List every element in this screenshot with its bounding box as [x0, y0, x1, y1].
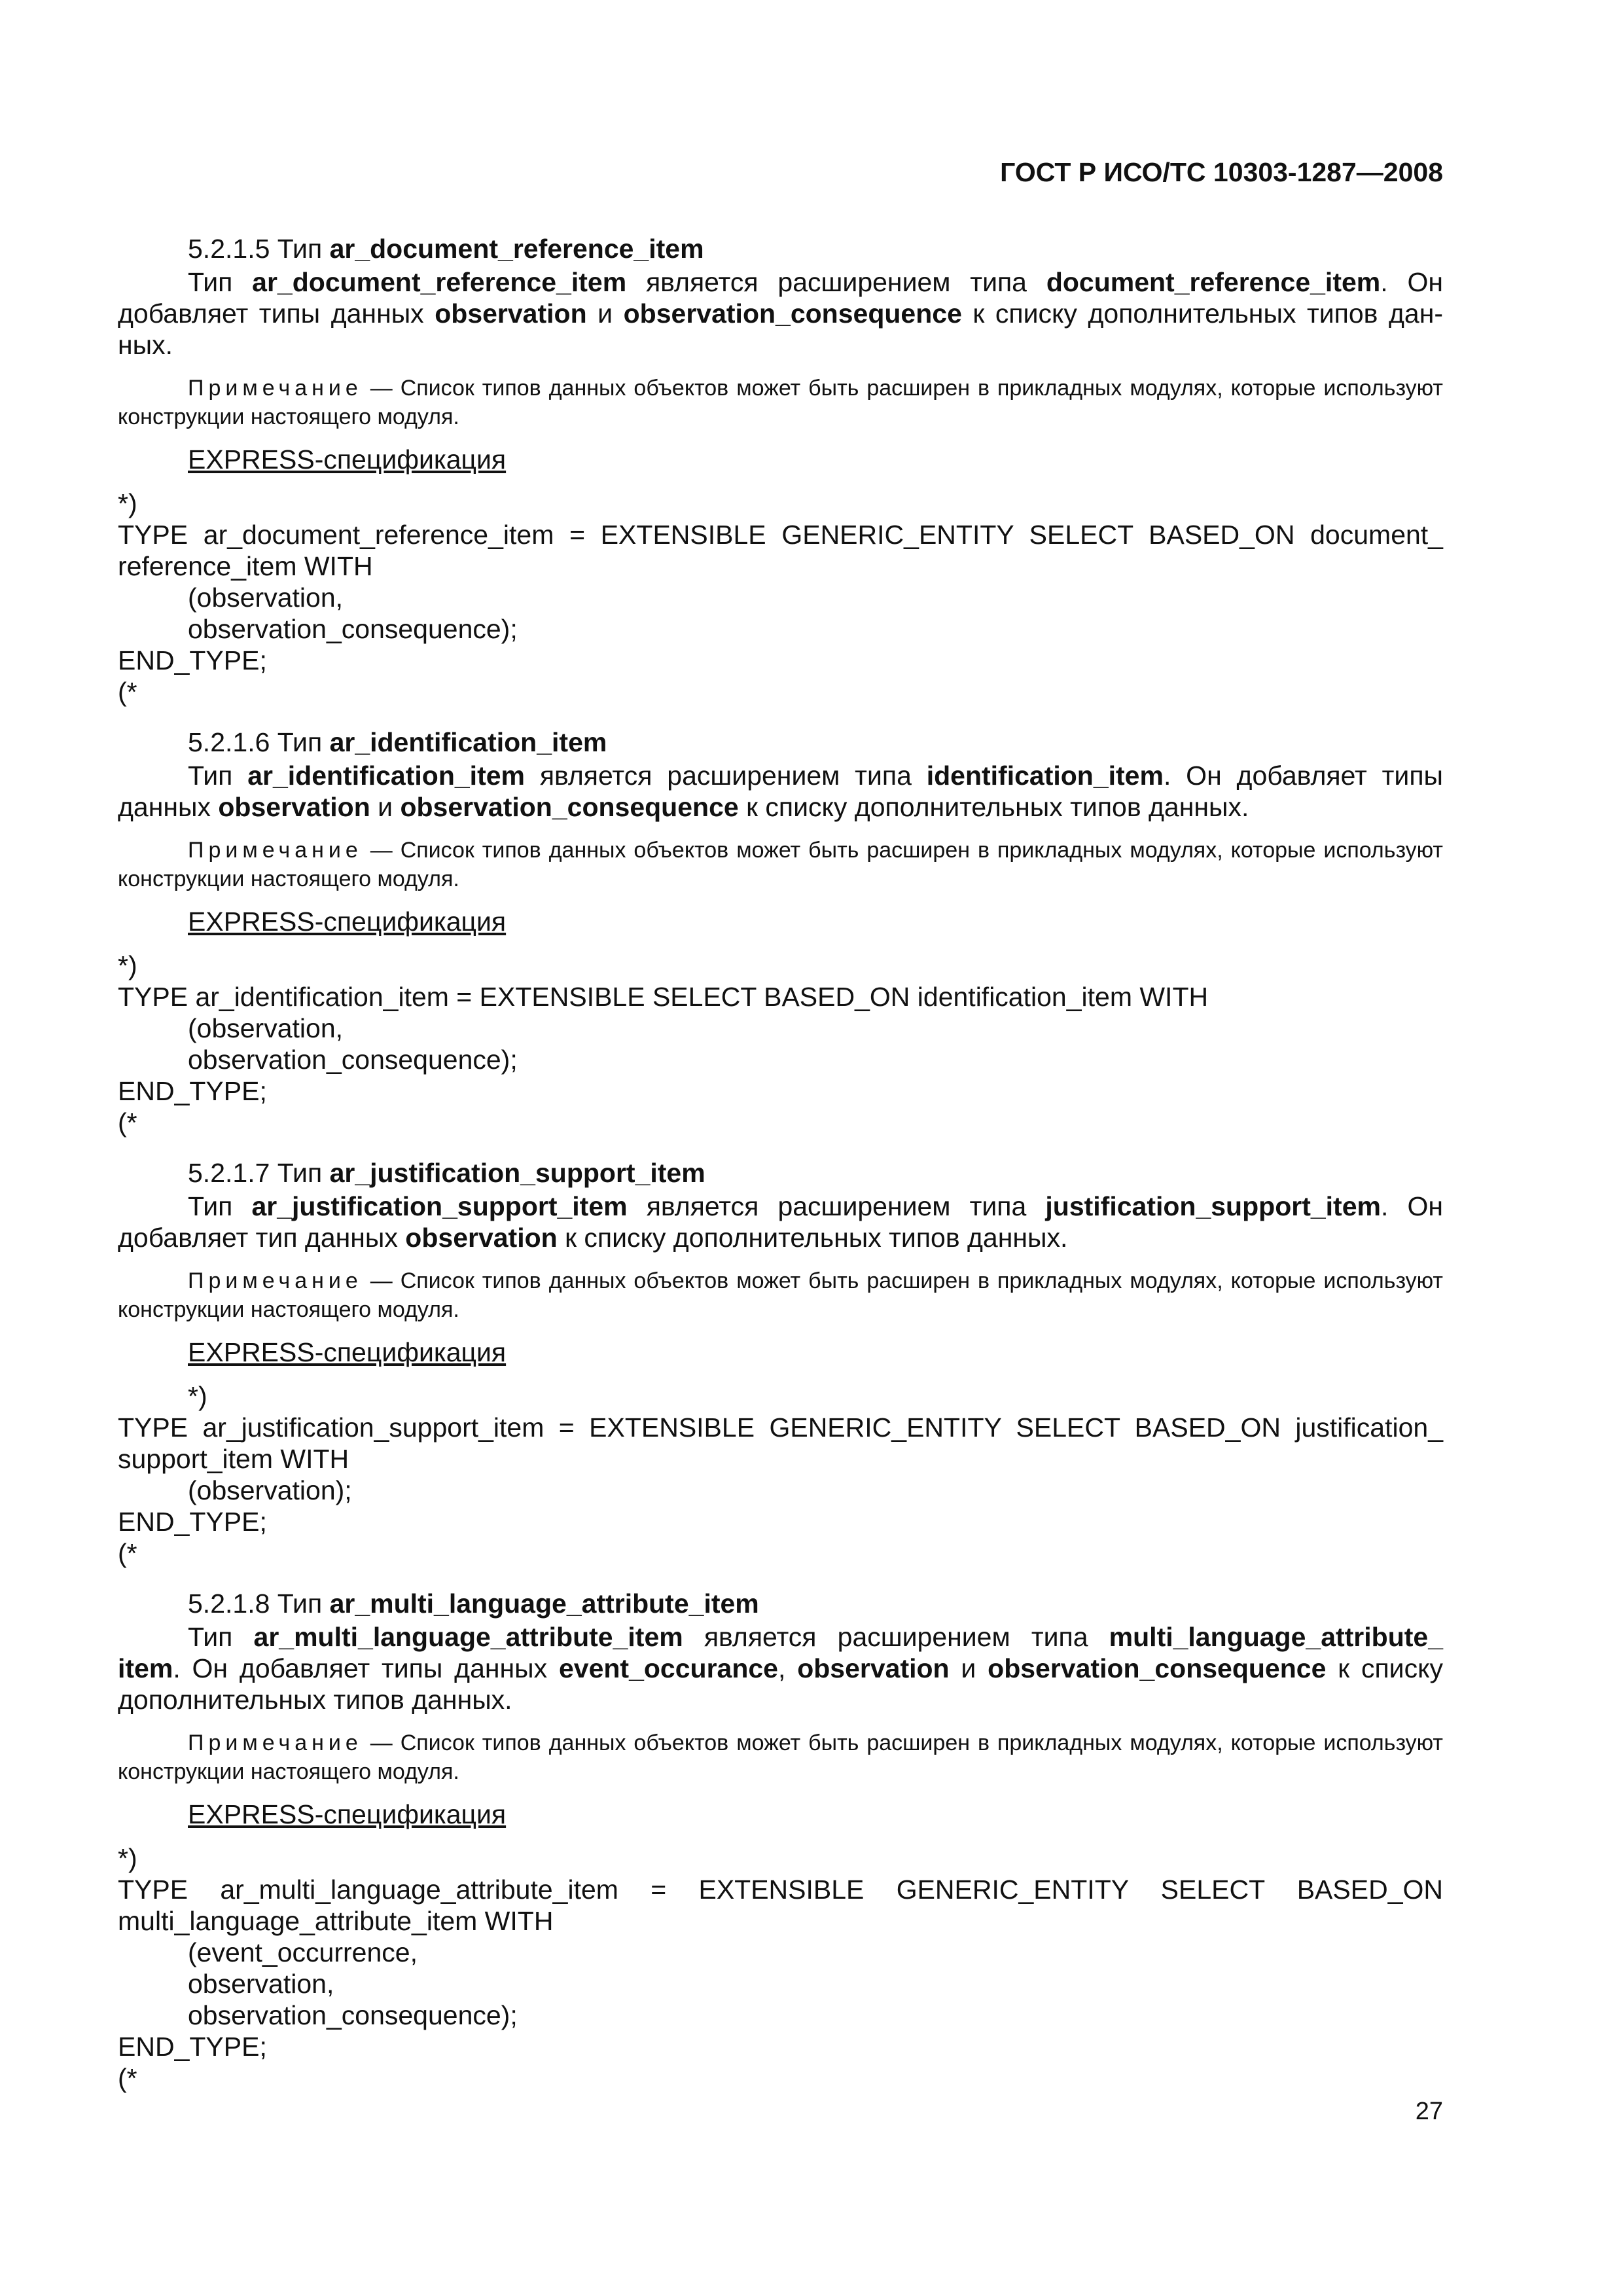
code-line: observation_consequence); — [188, 2000, 518, 2030]
code-line: END_TYPE; — [118, 2032, 267, 2062]
para-bold: observation_consequence — [623, 298, 962, 329]
para-text: Тип — [188, 1191, 252, 1221]
page-number: 27 — [1415, 2098, 1443, 2125]
express-spec-label: EXPRESS-спецификация — [188, 1337, 507, 1367]
section-number: 5.2.1.6 — [188, 727, 270, 757]
para-bold: observation — [435, 298, 587, 329]
section-5-2-1-7 — [118, 1157, 1443, 1569]
section-5-2-1-8 — [118, 1587, 1443, 2094]
code-line: *) — [118, 1843, 137, 1873]
code-line: (event_occurrence, — [188, 1937, 418, 1967]
section-heading — [118, 1157, 1443, 1190]
para-text: и — [370, 792, 401, 822]
code-line: (* — [118, 1538, 137, 1568]
note — [118, 374, 1443, 431]
code-line: (observation); — [188, 1475, 352, 1505]
para-bold: justification_support_item — [1045, 1191, 1381, 1221]
code-line: TYPE ar_document_reference_item = EXTENSIBLE GENERIC_ENTITY SELECT BASED_ON document_ — [118, 520, 1443, 550]
para-bold: observation_consequence — [400, 792, 739, 822]
para-bold: observation — [405, 1223, 558, 1253]
express-spec-label: EXPRESS-спецификация — [188, 1799, 507, 1829]
code-line: observation, — [188, 1969, 334, 1999]
section-title: ar_identification_item — [329, 727, 607, 757]
note-text: — Список типов данных объектов может быть расширен в прикладных модулях, которые используют конструкции настоящего модуля. — [118, 838, 1443, 891]
para-text: . Он добавляет тип данных — [118, 1191, 1443, 1253]
code-line: *) — [188, 1381, 207, 1411]
note-label: Примечание — [188, 376, 363, 401]
section-title: ar_multi_language_attribute_item — [329, 1588, 759, 1619]
code-line: *) — [118, 950, 137, 980]
code-line: TYPE ar_identification_item = EXTENSIBLE SELECT BASED_ON identification_item WITH — [118, 982, 1209, 1012]
section-paragraph — [118, 1621, 1443, 1715]
section-heading — [118, 232, 1443, 266]
note-text: — Список типов данных объектов может быть расширен в прикладных модулях, которые используют конструкции настоящего модуля. — [118, 1731, 1443, 1784]
document-header: ГОСТ Р ИСО/ТС 10303-1287—2008 — [1000, 157, 1443, 187]
page-content — [118, 232, 1443, 2094]
express-spec-label: EXPRESS-спецификация — [188, 906, 507, 937]
para-text: . Он добавляет типы данных — [118, 761, 1443, 822]
code-line: reference_item WITH — [118, 551, 373, 581]
code-line: observation_consequence); — [188, 614, 518, 644]
para-text: , — [777, 1653, 798, 1683]
para-text: и — [586, 298, 624, 329]
section-title: ar_document_reference_item — [329, 234, 704, 264]
section-heading — [118, 726, 1443, 759]
para-bold: ar_identification_item — [247, 761, 525, 791]
para-text: Тип — [188, 267, 253, 297]
para-bold: observation_consequence — [988, 1653, 1327, 1683]
para-text: и — [949, 1653, 988, 1683]
para-text: . Он добавляет типы данных — [173, 1653, 559, 1683]
section-type-word: Тип — [277, 1158, 323, 1188]
note-label: Примечание — [188, 1268, 363, 1293]
express-code-block — [118, 488, 1443, 708]
para-bold: identification_item — [926, 761, 1164, 791]
code-line: (observation, — [188, 1013, 344, 1043]
section-title: ar_justification_support_item — [329, 1158, 705, 1188]
section-type-word: Тип — [277, 1588, 323, 1619]
code-line: *) — [118, 488, 137, 518]
section-heading — [118, 1587, 1443, 1621]
section-paragraph — [118, 266, 1443, 361]
section-5-2-1-5 — [118, 232, 1443, 708]
para-bold: ar_document_reference_item — [252, 267, 627, 297]
note — [118, 1266, 1443, 1324]
para-text: является расширением типа — [627, 1191, 1046, 1221]
note — [118, 836, 1443, 893]
para-text: к списку дополнительных типов данных. — [738, 792, 1249, 822]
section-number: 5.2.1.5 — [188, 234, 270, 264]
note-label: Примечание — [188, 1731, 363, 1755]
para-bold: observation — [797, 1653, 950, 1683]
section-number: 5.2.1.8 — [188, 1588, 270, 1619]
note-text: — Список типов данных объектов может быть расширен в прикладных модулях, которые используют конструкции настоящего модуля. — [118, 376, 1443, 429]
para-text: к списку дополнительных типов данных. — [557, 1223, 1068, 1253]
section-5-2-1-6 — [118, 726, 1443, 1138]
code-line: TYPE ar_justification_support_item = EXTENSIBLE GENERIC_ENTITY SELECT BASED_ON justification_ — [118, 1412, 1443, 1443]
para-text: является расширением типа — [524, 761, 927, 791]
code-line: observation_consequence); — [188, 1045, 518, 1075]
para-bold: observation — [218, 792, 370, 822]
code-line: (observation, — [188, 583, 344, 613]
code-line: (* — [118, 2063, 137, 2093]
para-text: является расширением типа — [683, 1622, 1109, 1652]
para-text: Тип — [188, 1622, 254, 1652]
code-line: END_TYPE; — [118, 1076, 267, 1106]
section-number: 5.2.1.7 — [188, 1158, 270, 1188]
para-text: к списку дополнительных типов дан-ных. — [118, 298, 1443, 360]
note-text: — Список типов данных объектов может быть расширен в прикладных модулях, которые используют конструкции настоящего модуля. — [118, 1268, 1443, 1322]
code-line: multi_language_attribute_item WITH — [118, 1906, 554, 1936]
code-line: END_TYPE; — [118, 1507, 267, 1537]
para-bold: document_reference_item — [1046, 267, 1381, 297]
express-code-block — [118, 1842, 1443, 2094]
section-type-word: Тип — [277, 234, 323, 264]
code-line: (* — [118, 677, 137, 707]
express-code-block — [118, 1380, 1443, 1569]
code-line: TYPE ar_multi_language_attribute_item = EXTENSIBLE GENERIC_ENTITY SELECT BASED_ON — [118, 1874, 1443, 1905]
note — [118, 1729, 1443, 1786]
express-code-block — [118, 950, 1443, 1138]
code-line: (* — [118, 1107, 137, 1138]
code-line: END_TYPE; — [118, 645, 267, 675]
para-text: . Он добавляет типы данных — [118, 267, 1443, 329]
para-bold: multi_language_attribute_ item — [118, 1622, 1443, 1683]
section-paragraph — [118, 760, 1443, 823]
para-bold: ar_justification_support_item — [251, 1191, 628, 1221]
para-bold: ar_multi_language_attribute_item — [253, 1622, 683, 1652]
code-line: support_item WITH — [118, 1444, 349, 1474]
note-label: Примечание — [188, 838, 363, 863]
para-bold: event_occurance — [558, 1653, 778, 1683]
express-spec-label: EXPRESS-спецификация — [188, 444, 507, 475]
para-text: является расширением типа — [626, 267, 1046, 297]
section-type-word: Тип — [277, 727, 323, 757]
section-paragraph — [118, 1191, 1443, 1253]
para-text: Тип — [188, 761, 248, 791]
para-text: к списку дополнительных типов данных. — [118, 1653, 1443, 1715]
